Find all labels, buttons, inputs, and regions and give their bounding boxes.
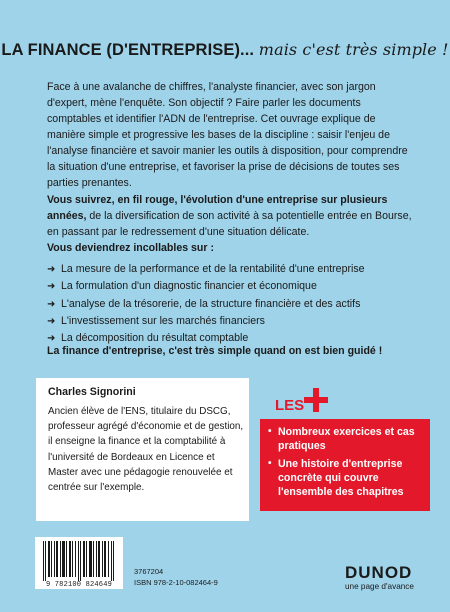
- barcode-bars: [41, 541, 117, 581]
- publisher-logo: DUNOD: [345, 563, 413, 582]
- sub-heading: Vous deviendrez incollables sur :: [47, 242, 214, 254]
- product-code: 3767204: [134, 567, 164, 576]
- highlights-box: [260, 419, 430, 511]
- closing-statement: La finance d'entreprise, c'est très simple quand on est bien guidé !: [47, 345, 383, 357]
- list-item: • Nombreux exercices et cas pratiques: [268, 426, 415, 452]
- author-box: [36, 378, 249, 521]
- lead-paragraph: [47, 192, 417, 240]
- lead-bold: Vous suivrez, en fil rouge, l'évolution d'une entreprise sur plusieurs années,: [47, 194, 388, 222]
- list-item: ➜ La décomposition du résultat comptable: [47, 330, 417, 347]
- arrow-right-icon: ➜: [47, 264, 56, 275]
- plus-icon: [304, 388, 328, 412]
- bullet-icon: •: [268, 426, 272, 437]
- title-main: LA FINANCE (D'ENTREPRISE)...: [1, 41, 259, 59]
- list-item: ➜ La mesure de la performance et de la rentabilité d'une entreprise: [47, 261, 417, 278]
- intro-paragraph: Face à une avalanche de chiffres, l'analyste financier, avec son jargon d'expert, mène l'enquête. Son objectif ? Faire parler les documents comptables et identifier l'ADN de l'entreprise. Cet ouvrage explique de manière simple et progressive les bases de la discipline : saisir l'enjeu de l'analyse financière et savoir manier les outils à disposition, pour comprendre la situation d'une entreprise, et favoriser la prise de décisions de toutes ses parties prenantes.: [47, 81, 408, 189]
- arrow-right-icon: ➜: [47, 281, 56, 293]
- bullet-list: [47, 261, 417, 347]
- list-item: ➜ L'investissement sur les marchés financiers: [47, 313, 417, 330]
- lead-rest: de la diversification de son activité à sa potentielle entrée en Bourse, en passant par le redressement d'une situation délicate.: [47, 210, 412, 238]
- barcode-number: 9 782100 824649: [45, 581, 112, 589]
- page-title: [0, 40, 450, 60]
- list-item: • Une histoire d'entreprise concrète qui couvre l'ensemble des chapitres: [268, 458, 404, 498]
- arrow-right-icon: ➜: [47, 315, 56, 327]
- isbn: ISBN 978-2-10-082464-9: [134, 578, 218, 587]
- list-item: ➜ La formulation d'un diagnostic financier et économique: [47, 278, 417, 295]
- list-item: ➜ L'analyse de la trésorerie, de la structure financière et des actifs: [47, 296, 417, 313]
- author-bio: Ancien élève de l'ENS, titulaire du DSCG, professeur agrégé d'économie et de gestion, il enseigne la finance et la comptabilité à l'université de Bordeaux en Licence et Master avec une pédagogie renouvelée et centrée sur l'exemple.: [48, 406, 244, 494]
- arrow-right-icon: ➜: [47, 333, 56, 345]
- title-script: mais c'est très simple !: [258, 40, 449, 59]
- barcode: [35, 537, 123, 589]
- publisher-tagline: une page d'avance: [345, 582, 414, 591]
- author-name: Charles Signorini: [48, 386, 136, 398]
- arrow-right-icon: ➜: [47, 298, 56, 310]
- bullet-icon: •: [268, 458, 272, 469]
- plus-label: LES: [275, 397, 305, 414]
